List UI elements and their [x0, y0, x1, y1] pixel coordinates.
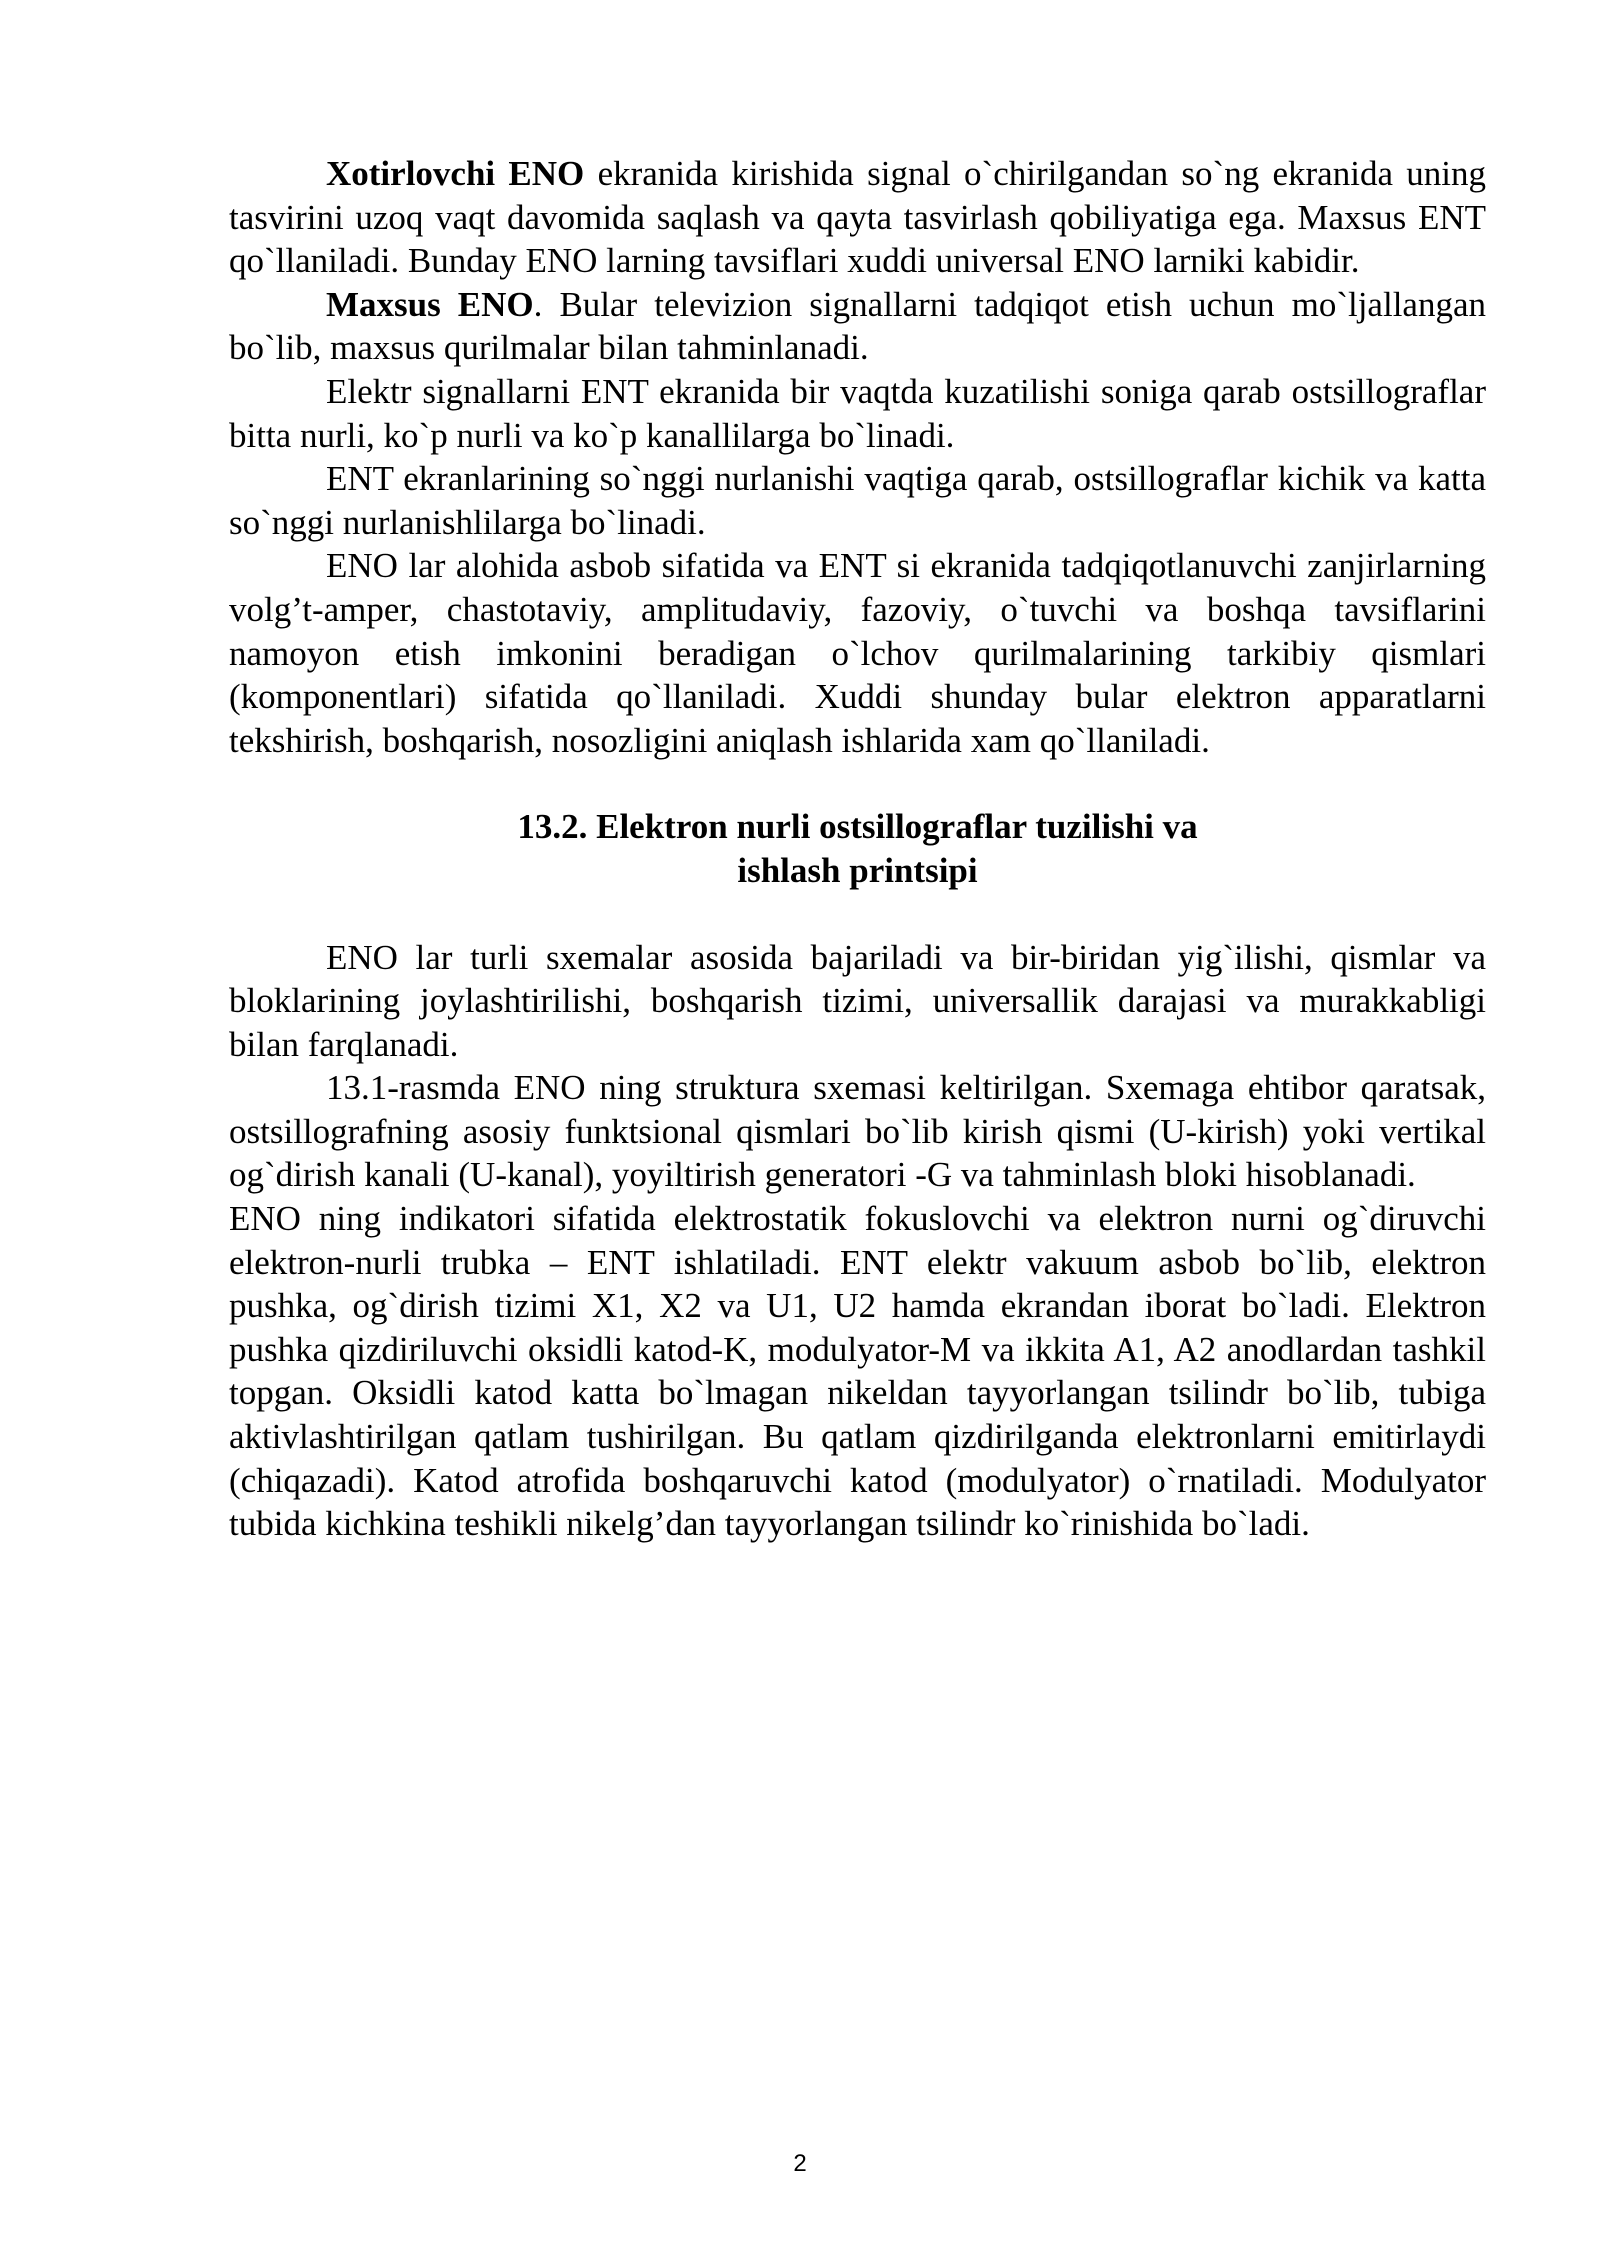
- paragraph-text: . Bular televizion signallarni tadqiqot etish uchun mo`ljallangan bo`lib, maxsus qurilmalar bilan tahminlanadi.: [229, 284, 1486, 368]
- paragraph-structure-scheme: 13.1-rasmda ENO ning struktura sxemasi keltirilgan. Sxemaga ehtibor qaratsak, ostsillografning asosiy funktsional qismlari bo`lib kirish qismi (U-kirish) yoki vertikal og`dirish kanali (U-kanal), yoyiltirish generatori -G va tahminlash bloki hisoblanadi.: [229, 1068, 1486, 1195]
- paragraph-text: ekranida kirishida signal o`chirilgandan so`ng ekranida uning tasvirini uzoq vaqt davomida saqlash va qayta tasvirlash qobiliyatiga ega. Maxsus ENT qo`llaniladi. Bunday ENO larning tavsiflari xuddi universal ENO larniki kabidir.: [229, 154, 1486, 281]
- term-xotirlovchi-eno: Xotirlovchi ENO: [326, 154, 585, 193]
- paragraph-xotirlovchi-eno: [229, 152, 1486, 283]
- paragraph-nurlanish-classification: ENT ekranlarining so`nggi nurlanishi vaqtiga qarab, ostsillograflar kichik va katta so`nggi nurlanishlilarga bo`linadi.: [229, 459, 1486, 542]
- section-heading-line-1: 13.2. Elektron nurli ostsillograflar tuzilishi va: [517, 807, 1198, 847]
- section-heading-line-2: ishlash printsipi: [737, 850, 978, 890]
- paragraph-maxsus-eno: [229, 283, 1486, 370]
- paragraph-eno-usage: ENO lar alohida asbob sifatida va ENT si ekranida tadqiqotlanuvchi zanjirlarning volg’t-amper, chastotaviy, amplitudaviy, fazoviy, o`tuvchi va boshqa tavsiflarini namoyon etish imkonini beradigan o`lchov qurilmalarining tarkibiy qismlari (komponentlari) sifatida qo`llaniladi. Xuddi shunday bular elektron apparatlarni tekshirish, boshqarish, nosozligini aniqlash ishlarida xam qo`llaniladi.: [229, 546, 1486, 760]
- paragraph-nurli-classification: Elektr signallarni ENT ekranida bir vaqtda kuzatilishi soniga qarab ostsillograflar bitta nurli, ko`p nurli va ko`p kanallilarga bo`linadi.: [229, 371, 1486, 455]
- paragraph-eno-schemes: ENO lar turli sxemalar asosida bajariladi va bir-biridan yig`ilishi, qismlar va bloklarining joylashtirilishi, boshqarish tizimi, universallik darajasi va murakkabligi bilan farqlanadi.: [229, 937, 1486, 1064]
- term-maxsus-eno: Maxsus ENO: [326, 284, 534, 324]
- document-body: [229, 152, 1486, 1546]
- paragraph-ent-indicator: ENO ning indikatori sifatida elektrostatik fokuslovchi va elektron nurni og`diruvchi elektron-nurli trubka – ENT ishlatiladi. ENT elektr vakuum asbob bo`lib, elektron pushka, og`dirish tizimi X1, X2 va U1, U2 hamda ekrandan iborat bo`ladi. Elektron pushka qizdiriluvchi oksidli katod-K, modulyator-M va ikkita A1, A2 anodlardan tashkil topgan. Oksidli katod katta bo`lmagan nikeldan tayyorlangan tsilindr bo`lib, tubiga aktivlashtirilgan qatlam tushirilgan. Bu qatlam qizdirilganda elektronlarni emitirlaydi (chiqazadi). Katod atrofida boshqaruvchi katod (modulyator) o`rnatiladi. Modulyator tubida kichkina teshikli nikelg’dan tayyorlangan tsilindr ko`rinishida bo`ladi.: [229, 1199, 1486, 1544]
- page-number: 2: [793, 2150, 807, 2177]
- section-heading: [229, 805, 1486, 892]
